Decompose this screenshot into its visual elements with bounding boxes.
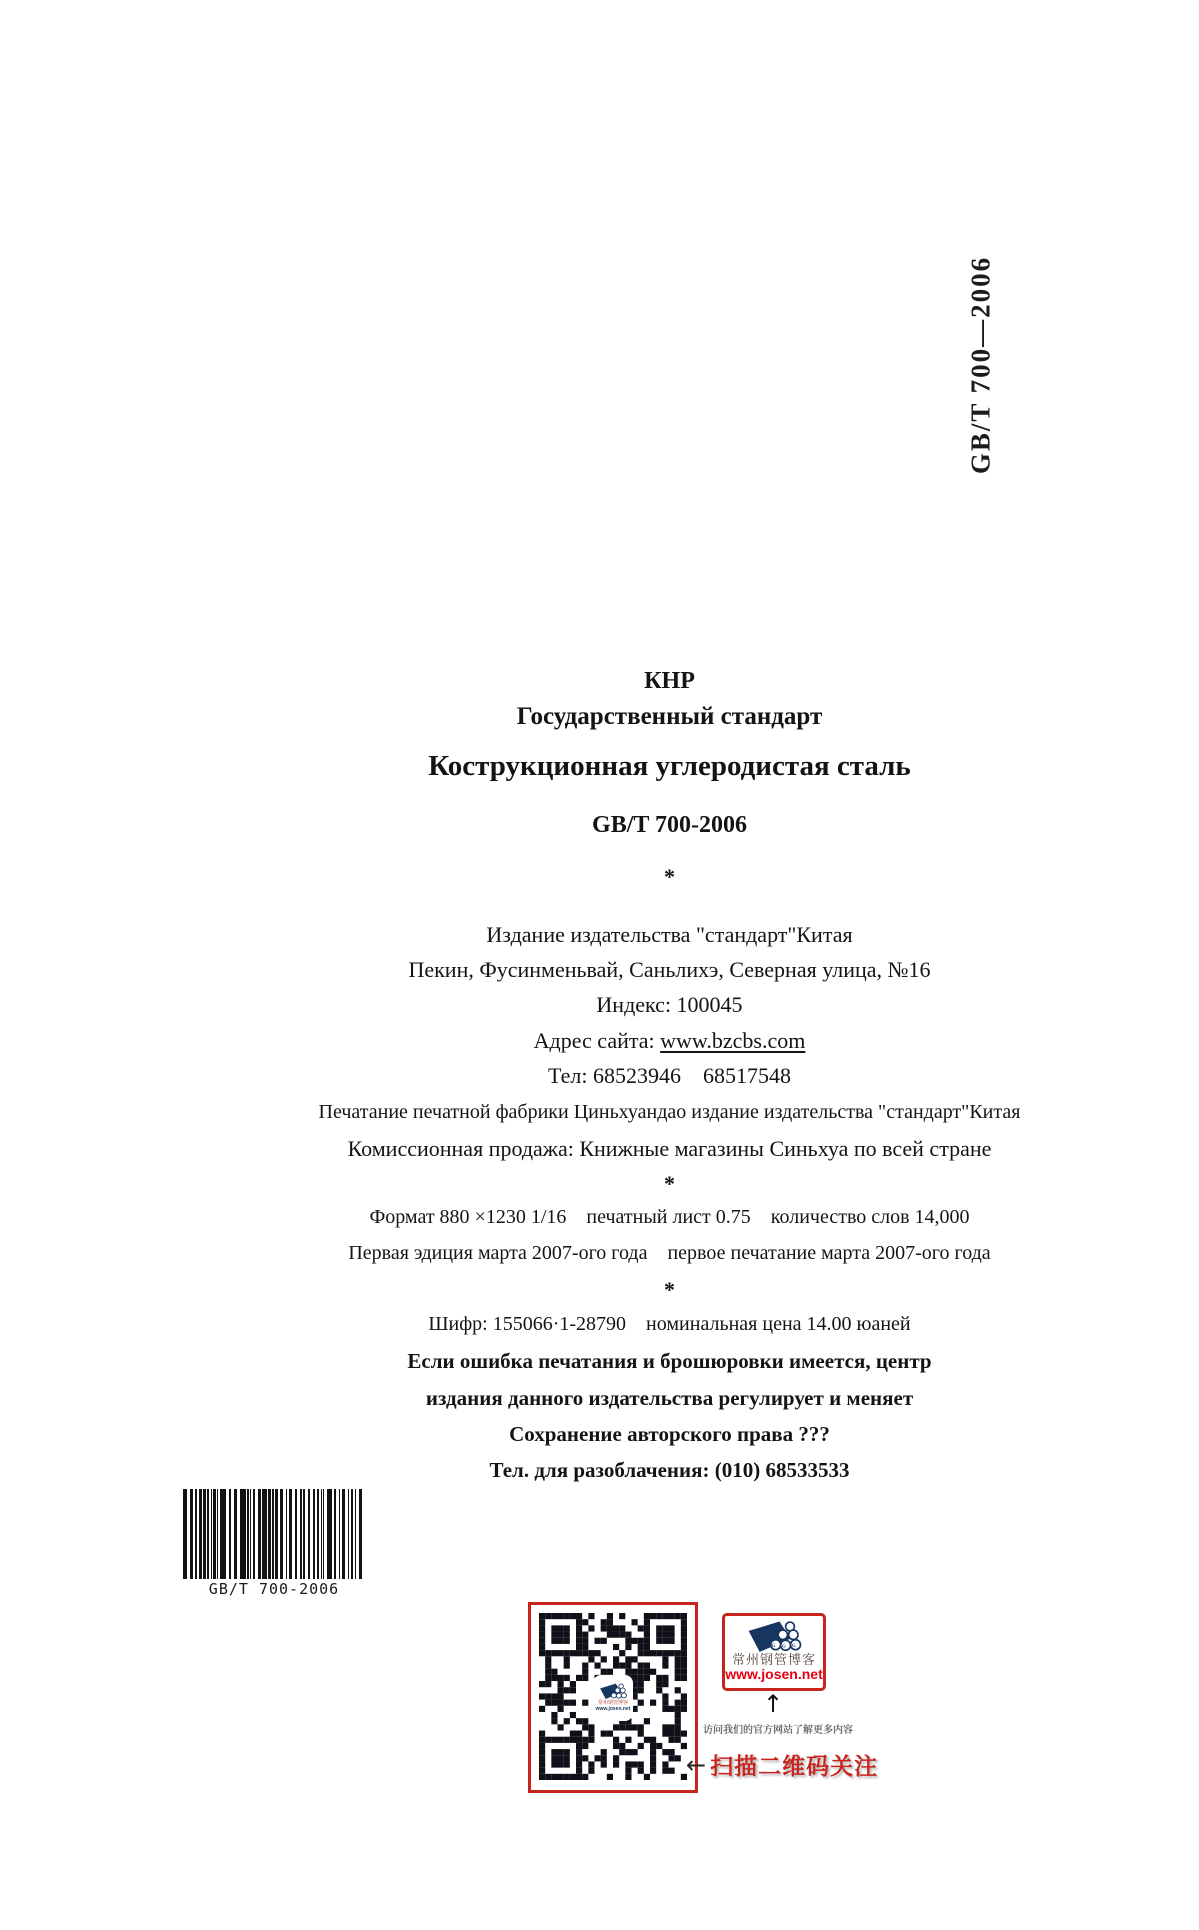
star-separator-1: * — [664, 864, 675, 889]
barcode — [183, 1489, 365, 1598]
star-separator-3: * — [664, 1277, 675, 1302]
website-url: www.bzcbs.com — [660, 1028, 806, 1053]
svg-text:G: G — [782, 1644, 786, 1650]
spine-standard-code: GB/T 700—2006 — [965, 255, 996, 475]
josen-logo-box — [722, 1613, 826, 1691]
country-line: КНР — [644, 668, 695, 694]
qr-code — [528, 1602, 698, 1793]
qr-logo-title: 常州钢管博客 — [597, 1700, 628, 1706]
format-line: Формат 880 ×1230 1/16 печатный лист 0.75 количество слов 14,000 — [369, 1206, 970, 1228]
standard-type-line: Государственный стандарт — [516, 703, 823, 730]
visit-site-text: 访问我们的官方网站了解更多内容 — [703, 1725, 853, 1736]
website-line — [70, 1028, 1199, 1053]
printer-line: Печатание печатной фабрики Циньхуандао издание издательства "стандарт"Китая — [318, 1101, 1021, 1123]
copyright-line: Сохранение авторского права ??? — [509, 1422, 830, 1446]
website-label: Адрес сайта: — [533, 1028, 661, 1053]
phone-line: Тел: 68523946 68517548 — [548, 1063, 791, 1088]
qr-center-logo — [595, 1677, 631, 1719]
logo-url: www.josen.net — [725, 1666, 823, 1683]
standard-code-line: GB/T 700-2006 — [592, 812, 747, 838]
errata-line-1: Если ошибка печатания и брошюровки имеется, центр — [407, 1349, 932, 1373]
svg-text:G: G — [791, 1644, 796, 1650]
svg-text:G: G — [771, 1644, 776, 1650]
edition-line: Первая эдиция марта 2007-ого года первое печатание марта 2007-ого года — [348, 1242, 991, 1264]
hotline-line: Тел. для разоблачения: (010) 68533533 — [489, 1458, 850, 1482]
postcode-line: Индекс: 100045 — [596, 992, 743, 1017]
steel-pipes-icon — [745, 1621, 803, 1653]
up-arrow-icon: ↑ — [763, 1690, 784, 1718]
scan-qr-text: 扫描二维码关注 — [710, 1753, 879, 1779]
logo-title: 常州钢管博客 — [731, 1652, 816, 1668]
star-separator-2: * — [664, 1171, 675, 1196]
publisher-line: Издание издательства "стандарт"Китая — [486, 922, 853, 947]
steel-pipes-icon — [599, 1683, 627, 1700]
errata-line-2: издания данного издательства регулирует и меняет — [425, 1386, 914, 1410]
page-title: Кострукционная углеродистая сталь — [428, 750, 911, 782]
address-line: Пекин, Фусинменьвай, Саньлихэ, Северная улица, №16 — [408, 957, 931, 982]
scan-hint — [686, 1748, 878, 1781]
price-line: Шифр: 155066·1-28790 номинальная цена 14.00 юаней — [428, 1313, 911, 1335]
barcode-bars — [183, 1489, 365, 1579]
qr-logo-url: www.josen.net — [595, 1706, 631, 1712]
left-arrow-icon: ← — [686, 1750, 707, 1779]
distribution-line: Комиссионная продажа: Книжные магазины Синьхуа по всей стране — [347, 1136, 992, 1161]
barcode-label: GB/T 700-2006 — [208, 1580, 340, 1598]
